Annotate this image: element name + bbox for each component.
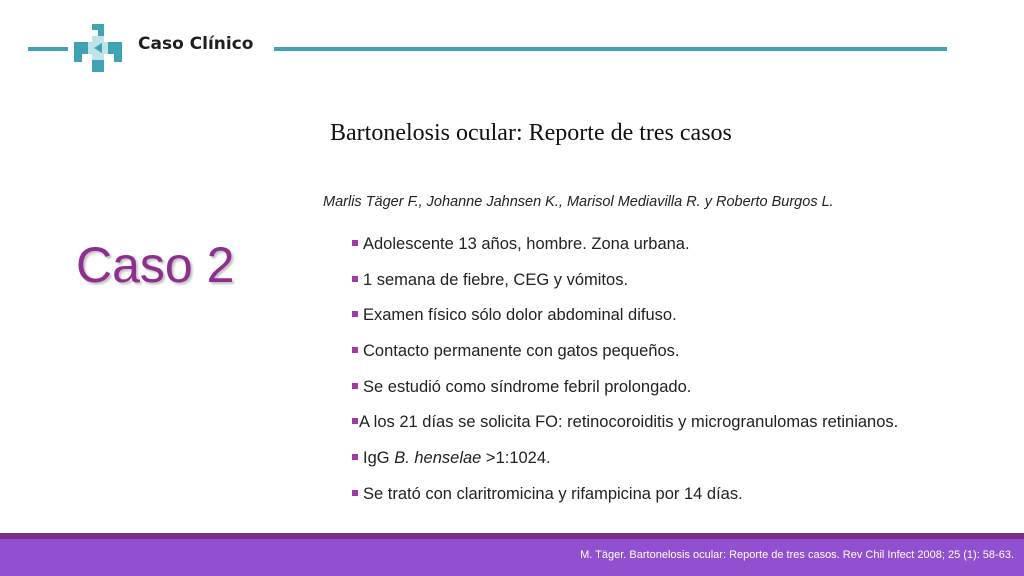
bullet-text-suffix: >1:1024. <box>481 449 551 468</box>
bullet-square-icon <box>352 418 358 424</box>
bullet-square-icon <box>352 276 358 282</box>
header-title: Caso Clínico <box>138 34 254 54</box>
footer-bar <box>0 539 1024 576</box>
bullet-item <box>352 449 898 485</box>
bullet-square-icon <box>352 311 358 317</box>
bullet-square-icon <box>352 240 358 246</box>
bullet-text: Se trató con claritromicina y rifampicina por 14 días. <box>363 484 743 503</box>
bullet-item <box>352 413 898 449</box>
medical-cross-logo-icon <box>70 22 126 74</box>
bullet-text: Se estudió como síndrome febril prolongado. <box>363 377 692 396</box>
bullet-square-icon <box>352 383 358 389</box>
bullet-text: 1 semana de fiebre, CEG y vómitos. <box>363 270 629 289</box>
bullet-square-icon <box>352 454 358 460</box>
bullet-item <box>352 306 898 342</box>
bullet-item <box>352 271 898 307</box>
bullet-item <box>352 378 898 414</box>
bullet-item <box>352 485 898 521</box>
paper-title: Bartonelosis ocular: Reporte de tres casos <box>330 120 732 146</box>
bullet-square-icon <box>352 490 358 496</box>
footer-citation: M. Täger. Bartonelosis ocular: Reporte de tres casos. Rev Chil Infect 2008; 25 (1): 58-63. <box>580 549 1014 561</box>
bullet-text: Adolescente 13 años, hombre. Zona urbana. <box>363 235 690 253</box>
case-bullet-list <box>352 235 898 521</box>
bullet-text: Examen físico sólo dolor abdominal difuso. <box>363 306 677 325</box>
bullet-item <box>352 235 898 271</box>
bullet-text: Contacto permanente con gatos pequeños. <box>363 342 680 361</box>
bullet-square-icon <box>352 347 358 353</box>
bullet-text: A los 21 días se solicita FO: retinocoroiditis y microgranulomas retinianos. <box>359 413 899 432</box>
paper-authors: Marlis Täger F., Johanne Jahnsen K., Marisol Mediavilla R. y Roberto Burgos L. <box>323 194 834 210</box>
bullet-text-italic: B. henselae <box>394 449 482 468</box>
case-title: Caso 2 <box>76 237 235 293</box>
bullet-item <box>352 342 898 378</box>
bullet-text-prefix: IgG <box>363 449 395 468</box>
header-rule-left <box>28 47 68 51</box>
header-rule-right <box>274 47 947 51</box>
